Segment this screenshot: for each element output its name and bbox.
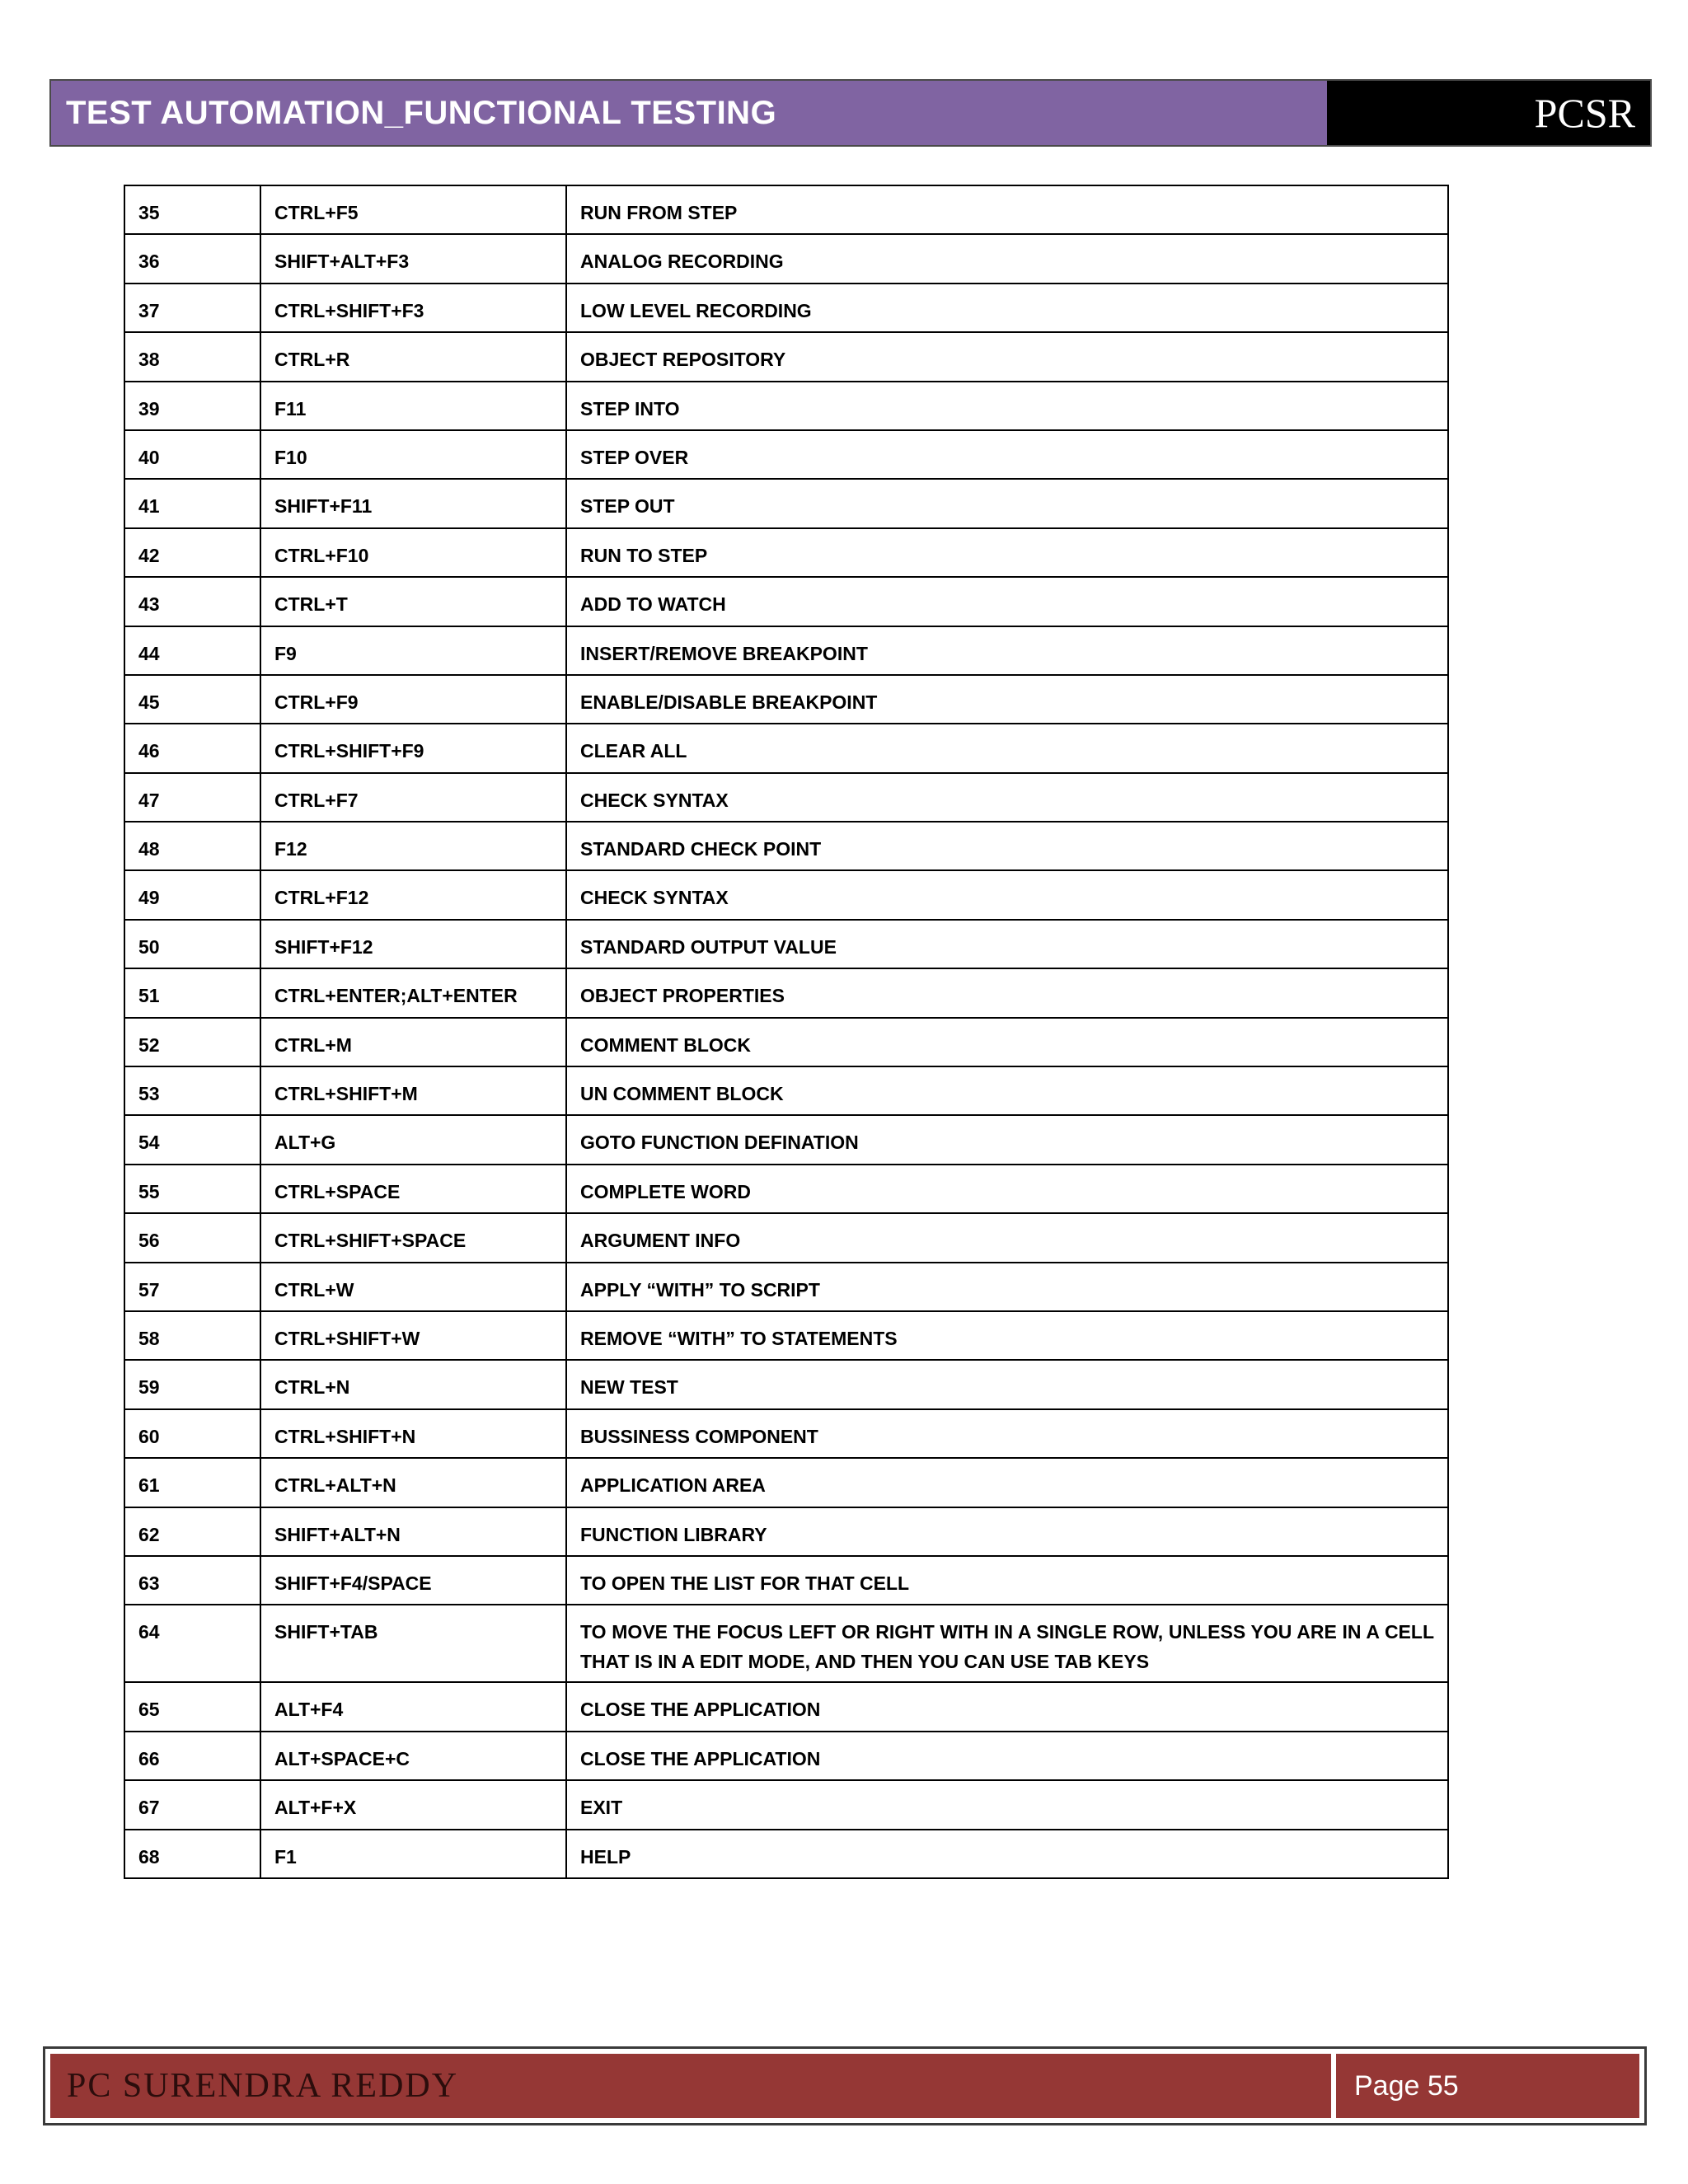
- table-row: [124, 1682, 1448, 1731]
- table-row: [124, 1018, 1448, 1066]
- table-row: [124, 822, 1448, 870]
- shortcut-table: [124, 185, 1449, 1879]
- page-header: [49, 79, 1652, 147]
- row-number: 61: [124, 1458, 260, 1507]
- table-row: [124, 1830, 1448, 1878]
- shortcut-description: CLOSE THE APPLICATION: [566, 1732, 1448, 1780]
- row-number: 46: [124, 724, 260, 772]
- row-number: 67: [124, 1780, 260, 1829]
- table-row: [124, 724, 1448, 772]
- table-row: [124, 1732, 1448, 1780]
- row-number: 51: [124, 968, 260, 1017]
- row-number: 55: [124, 1165, 260, 1213]
- shortcut-description: BUSSINESS COMPONENT: [566, 1409, 1448, 1458]
- table-row: [124, 968, 1448, 1017]
- row-number: 52: [124, 1018, 260, 1066]
- shortcut-description: UN COMMENT BLOCK: [566, 1066, 1448, 1115]
- table-row: [124, 1360, 1448, 1408]
- table-row: [124, 626, 1448, 675]
- shortcut-key: CTRL+SHIFT+N: [260, 1409, 566, 1458]
- table-row: [124, 332, 1448, 381]
- shortcut-key: CTRL+ALT+N: [260, 1458, 566, 1507]
- shortcut-description: OBJECT PROPERTIES: [566, 968, 1448, 1017]
- table-row: [124, 185, 1448, 234]
- table-row: [124, 1115, 1448, 1164]
- table-row: [124, 1409, 1448, 1458]
- table-row: [124, 1507, 1448, 1556]
- row-number: 36: [124, 234, 260, 283]
- shortcut-key: SHIFT+F4/SPACE: [260, 1556, 566, 1605]
- row-number: 42: [124, 528, 260, 577]
- shortcut-key: F1: [260, 1830, 566, 1878]
- row-number: 48: [124, 822, 260, 870]
- row-number: 62: [124, 1507, 260, 1556]
- table-row: [124, 234, 1448, 283]
- shortcut-description: FUNCTION LIBRARY: [566, 1507, 1448, 1556]
- row-number: 41: [124, 479, 260, 527]
- shortcut-description: COMMENT BLOCK: [566, 1018, 1448, 1066]
- shortcut-description: APPLICATION AREA: [566, 1458, 1448, 1507]
- shortcut-description: STEP INTO: [566, 382, 1448, 430]
- row-number: 38: [124, 332, 260, 381]
- table-row: [124, 1780, 1448, 1829]
- shortcut-table-body: [124, 185, 1448, 1878]
- shortcut-key: ALT+F4: [260, 1682, 566, 1731]
- header-title: TEST AUTOMATION_FUNCTIONAL TESTING: [51, 81, 1327, 145]
- shortcut-description: HELP: [566, 1830, 1448, 1878]
- shortcut-description: CLOSE THE APPLICATION: [566, 1682, 1448, 1731]
- row-number: 53: [124, 1066, 260, 1115]
- page-footer: [43, 2046, 1647, 2125]
- row-number: 68: [124, 1830, 260, 1878]
- row-number: 49: [124, 870, 260, 919]
- row-number: 66: [124, 1732, 260, 1780]
- shortcut-key: CTRL+F9: [260, 675, 566, 724]
- shortcut-key: SHIFT+TAB: [260, 1605, 566, 1682]
- shortcut-description: INSERT/REMOVE BREAKPOINT: [566, 626, 1448, 675]
- row-number: 47: [124, 773, 260, 822]
- shortcut-description: ENABLE/DISABLE BREAKPOINT: [566, 675, 1448, 724]
- row-number: 45: [124, 675, 260, 724]
- row-number: 59: [124, 1360, 260, 1408]
- shortcut-key: CTRL+M: [260, 1018, 566, 1066]
- shortcut-key: CTRL+F5: [260, 185, 566, 234]
- header-badge: PCSR: [1327, 81, 1650, 145]
- shortcut-key: CTRL+T: [260, 577, 566, 626]
- shortcut-key: CTRL+R: [260, 332, 566, 381]
- table-row: [124, 1213, 1448, 1262]
- row-number: 43: [124, 577, 260, 626]
- footer-author: PC SURENDRA REDDY: [50, 2054, 1331, 2118]
- shortcut-description: CHECK SYNTAX: [566, 870, 1448, 919]
- shortcut-key: CTRL+SHIFT+F9: [260, 724, 566, 772]
- shortcut-key: SHIFT+ALT+F3: [260, 234, 566, 283]
- shortcut-key: CTRL+F7: [260, 773, 566, 822]
- shortcut-description: GOTO FUNCTION DEFINATION: [566, 1115, 1448, 1164]
- shortcut-description: REMOVE “WITH” TO STATEMENTS: [566, 1311, 1448, 1360]
- shortcut-description: STANDARD OUTPUT VALUE: [566, 920, 1448, 968]
- row-number: 63: [124, 1556, 260, 1605]
- row-number: 35: [124, 185, 260, 234]
- shortcut-key: CTRL+F10: [260, 528, 566, 577]
- shortcut-key: F11: [260, 382, 566, 430]
- table-row: [124, 675, 1448, 724]
- shortcut-description: STANDARD CHECK POINT: [566, 822, 1448, 870]
- table-row: [124, 870, 1448, 919]
- shortcut-description: CHECK SYNTAX: [566, 773, 1448, 822]
- row-number: 37: [124, 284, 260, 332]
- table-row: [124, 528, 1448, 577]
- row-number: 60: [124, 1409, 260, 1458]
- shortcut-description: LOW LEVEL RECORDING: [566, 284, 1448, 332]
- table-row: [124, 1263, 1448, 1311]
- shortcut-description: TO MOVE THE FOCUS LEFT OR RIGHT WITH IN A SINGLE ROW, UNLESS YOU ARE IN A CELL THAT IS IN A EDIT MODE, AND THEN YOU CAN USE TAB KEYS: [566, 1605, 1448, 1682]
- shortcut-description: COMPLETE WORD: [566, 1165, 1448, 1213]
- table-row: [124, 1066, 1448, 1115]
- table-row: [124, 1311, 1448, 1360]
- row-number: 40: [124, 430, 260, 479]
- shortcut-description: EXIT: [566, 1780, 1448, 1829]
- shortcut-key: F10: [260, 430, 566, 479]
- shortcut-key: ALT+SPACE+C: [260, 1732, 566, 1780]
- shortcut-key: CTRL+N: [260, 1360, 566, 1408]
- table-row: [124, 430, 1448, 479]
- shortcut-description: OBJECT REPOSITORY: [566, 332, 1448, 381]
- shortcut-key: SHIFT+F11: [260, 479, 566, 527]
- shortcut-description: ADD TO WATCH: [566, 577, 1448, 626]
- shortcut-description: CLEAR ALL: [566, 724, 1448, 772]
- shortcut-description: RUN FROM STEP: [566, 185, 1448, 234]
- row-number: 50: [124, 920, 260, 968]
- shortcut-key: SHIFT+F12: [260, 920, 566, 968]
- shortcut-key: CTRL+SHIFT+M: [260, 1066, 566, 1115]
- row-number: 65: [124, 1682, 260, 1731]
- table-row: [124, 1458, 1448, 1507]
- shortcut-key: ALT+G: [260, 1115, 566, 1164]
- row-number: 58: [124, 1311, 260, 1360]
- table-row: [124, 1605, 1448, 1682]
- row-number: 54: [124, 1115, 260, 1164]
- table-row: [124, 773, 1448, 822]
- shortcut-key: CTRL+SPACE: [260, 1165, 566, 1213]
- shortcut-key: CTRL+SHIFT+W: [260, 1311, 566, 1360]
- shortcut-key: ALT+F+X: [260, 1780, 566, 1829]
- row-number: 64: [124, 1605, 260, 1682]
- table-row: [124, 577, 1448, 626]
- shortcut-description: RUN TO STEP: [566, 528, 1448, 577]
- table-row: [124, 1556, 1448, 1605]
- shortcut-description: APPLY “WITH” TO SCRIPT: [566, 1263, 1448, 1311]
- row-number: 57: [124, 1263, 260, 1311]
- shortcut-description: ARGUMENT INFO: [566, 1213, 1448, 1262]
- shortcut-description: TO OPEN THE LIST FOR THAT CELL: [566, 1556, 1448, 1605]
- table-row: [124, 382, 1448, 430]
- shortcut-key: F9: [260, 626, 566, 675]
- shortcut-description: ANALOG RECORDING: [566, 234, 1448, 283]
- shortcut-key: F12: [260, 822, 566, 870]
- table-row: [124, 479, 1448, 527]
- shortcut-key: CTRL+SHIFT+F3: [260, 284, 566, 332]
- table-row: [124, 920, 1448, 968]
- shortcut-key: CTRL+W: [260, 1263, 566, 1311]
- shortcut-description: NEW TEST: [566, 1360, 1448, 1408]
- shortcut-key: CTRL+F12: [260, 870, 566, 919]
- shortcut-key: CTRL+ENTER;ALT+ENTER: [260, 968, 566, 1017]
- shortcut-description: STEP OUT: [566, 479, 1448, 527]
- table-row: [124, 1165, 1448, 1213]
- table-row: [124, 284, 1448, 332]
- page-number: Page 55: [1336, 2054, 1639, 2118]
- row-number: 39: [124, 382, 260, 430]
- row-number: 44: [124, 626, 260, 675]
- shortcut-key: SHIFT+ALT+N: [260, 1507, 566, 1556]
- shortcut-key: CTRL+SHIFT+SPACE: [260, 1213, 566, 1262]
- shortcut-description: STEP OVER: [566, 430, 1448, 479]
- row-number: 56: [124, 1213, 260, 1262]
